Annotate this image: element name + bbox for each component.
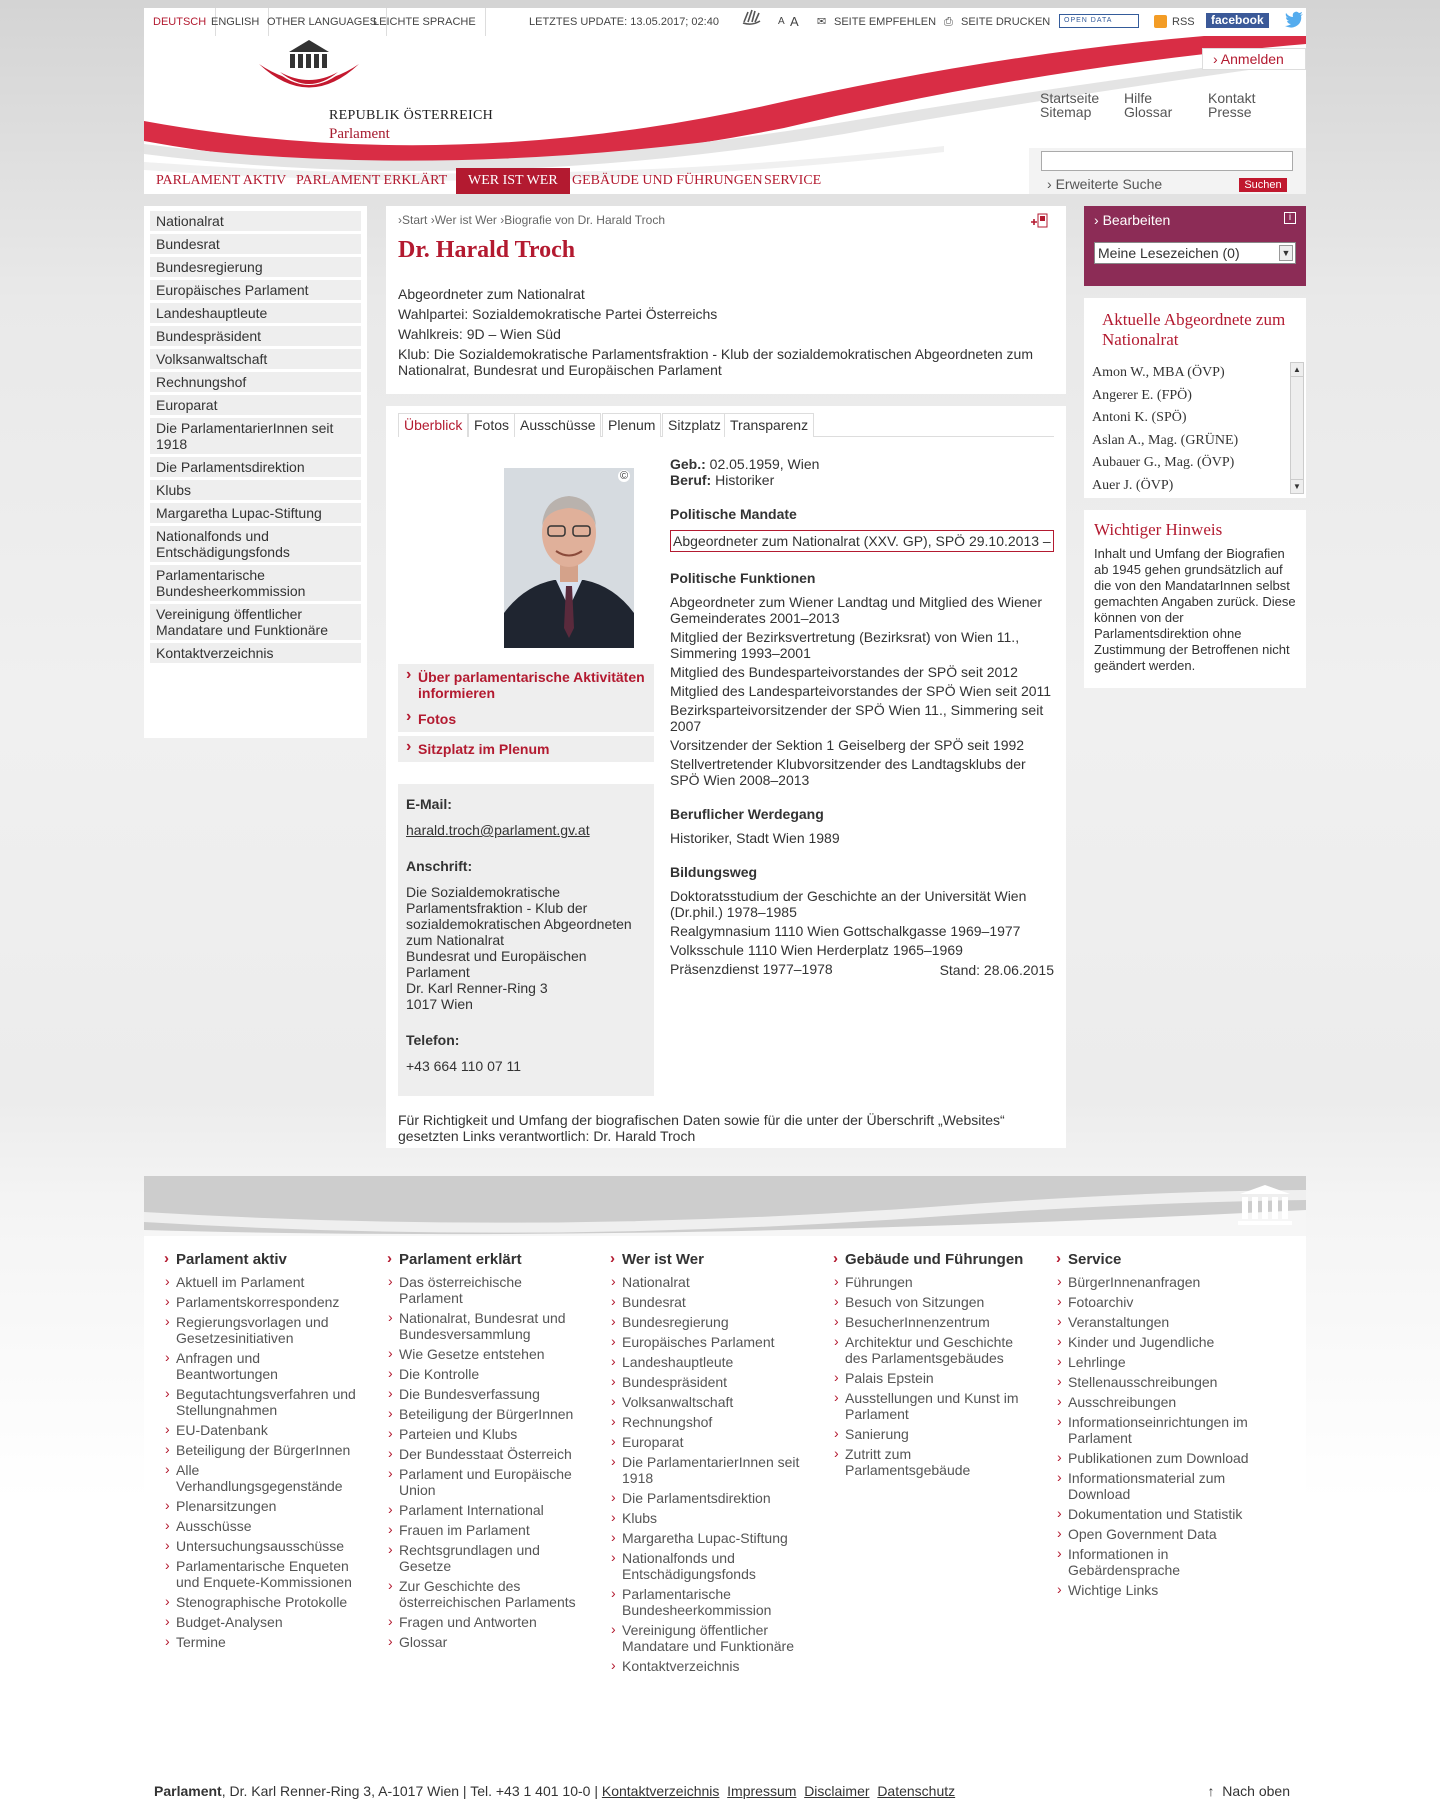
footer-heading[interactable]: › Parlament erklärt <box>385 1251 585 1268</box>
person-summary <box>398 284 1058 378</box>
info-icon[interactable]: i <box>1284 212 1296 224</box>
function-item: Bezirksparteivorsitzender der SPÖ Wien 11., Simmering seit 2007 <box>670 702 1044 734</box>
footer-col-wer-ist-wer <box>608 1251 808 1678</box>
footer-link[interactable]: › Volksanwaltschaft <box>608 1394 808 1410</box>
person-district: Wahlkreis: 9D – Wien Süd <box>398 326 561 342</box>
functions-heading: Politische Funktionen <box>670 570 816 586</box>
footer-link[interactable]: › Frauen im Parlament <box>385 1522 585 1538</box>
deputy-item[interactable]: Aslan A., Mag. (GRÜNE) <box>1092 432 1239 448</box>
breadcrumb <box>398 213 665 227</box>
arrow-up-icon: ↑ <box>1207 1783 1215 1799</box>
education-item: Volksschule 1110 Wien Herderplatz 1965–1969 <box>670 942 963 958</box>
advanced-search-link[interactable]: › Erweiterte Suche <box>1047 176 1163 192</box>
footer-link[interactable]: › Nationalfonds und Entschädigungsfonds <box>608 1550 808 1582</box>
mandate-item: Abgeordneter zum Nationalrat (XXV. GP), SPÖ 29.10.2013 – <box>670 530 1054 552</box>
page <box>144 0 1306 1810</box>
footer-link[interactable]: › Architektur und Geschichte des Parlamentsgebäudes <box>831 1334 1031 1366</box>
logo-subtitle: Parlament <box>329 126 390 142</box>
footer-link[interactable]: › Termine <box>162 1634 362 1650</box>
footer-link[interactable]: › Regierungsvorlagen und Gesetzesinitiativen <box>162 1314 362 1346</box>
address-line: Bundesrat und Europäischen Parlament <box>406 948 587 980</box>
presse-link[interactable]: Presse <box>1208 104 1252 120</box>
footer-link[interactable]: › Parlamentarische Bundesheerkommission <box>608 1586 808 1618</box>
footer-link[interactable]: › Europäisches Parlament <box>608 1334 808 1350</box>
deputies-title: Aktuelle Abgeordnete zum Nationalrat <box>1102 310 1286 349</box>
bookmark-add-icon[interactable] <box>1029 213 1049 232</box>
education-heading: Bildungsweg <box>670 864 758 880</box>
rss-icon <box>1154 15 1167 28</box>
job-value: Historiker <box>715 472 775 488</box>
sitemap-link[interactable]: Sitemap <box>1040 104 1092 120</box>
deputies-list <box>1092 362 1288 497</box>
footer-link[interactable]: › Anfragen und Beantwortungen <box>162 1350 362 1382</box>
sidebar-item[interactable]: Kontaktverzeichnis <box>150 643 361 663</box>
footer-link[interactable]: › BesucherInnenzentrum <box>831 1314 1031 1330</box>
deputies-scrollbar[interactable] <box>1290 362 1304 494</box>
deputy-item[interactable]: Aubauer G., Mag. (ÖVP) <box>1092 455 1235 470</box>
profile-tabs <box>398 413 1054 437</box>
function-item: Abgeordneter zum Wiener Landtag und Mitglied des Wiener Gemeinderates 2001–2013 <box>670 594 1042 626</box>
footer-parliament-icon <box>1236 1184 1294 1229</box>
mail-icon: ✉ <box>817 16 827 28</box>
sidebar-item[interactable]: Margaretha Lupac-Stiftung <box>150 503 361 523</box>
footer-link[interactable]: › Parlament und Europäische Union <box>385 1466 585 1498</box>
tab-transparenz[interactable]: Transparenz <box>724 413 814 437</box>
breadcrumb-arrow-icon: › <box>430 213 435 227</box>
footer-link[interactable]: › Nationalrat, Bundesrat und Bundesversammlung <box>385 1310 585 1342</box>
footer-link[interactable]: › Lehrlinge <box>1054 1354 1254 1370</box>
footer-link[interactable]: › Parteien und Klubs <box>385 1426 585 1442</box>
current-deputies-box <box>1084 298 1306 498</box>
breadcrumb-wer-ist-wer[interactable]: Wer ist Wer <box>434 213 497 227</box>
deputy-item[interactable]: Antoni K. (SPÖ) <box>1092 410 1187 425</box>
person-party: Wahlpartei: Sozialdemokratische Partei Österreichs <box>398 306 718 322</box>
deputy-item[interactable]: Auer J. (ÖVP) <box>1092 477 1174 493</box>
login-label: Anmelden <box>1220 51 1284 67</box>
address-line: 1017 Wien <box>406 996 473 1012</box>
back-to-top-label: Nach oben <box>1222 1783 1290 1799</box>
footer-link[interactable]: › Alle Verhandlungsgegenstände <box>162 1462 362 1494</box>
profile-detail-card <box>386 406 1066 1148</box>
logo-title: REPUBLIK ÖSTERREICH <box>329 108 493 123</box>
footer-link[interactable]: › Nationalrat <box>608 1274 808 1290</box>
recommend-link[interactable]: SEITE EMPFEHLEN <box>834 16 937 28</box>
footer-link[interactable]: › Margaretha Lupac-Stiftung <box>608 1530 808 1546</box>
footer-link[interactable]: › Stellenausschreibungen <box>1054 1374 1254 1390</box>
footer <box>144 1176 1306 1810</box>
activities-link-box[interactable] <box>398 664 654 706</box>
sidebar-item[interactable]: Europäisches Parlament <box>150 280 361 300</box>
address-line: Die Sozialdemokratische Parlamentsfraktion - Klub der sozialdemokratischen Abgeordneten zum Nationalrat <box>406 884 632 948</box>
footer-link[interactable]: › Informationsmaterial zum Download <box>1054 1470 1254 1502</box>
fotos-link[interactable]: › Fotos <box>398 706 654 732</box>
born-value: 02.05.1959, Wien <box>709 456 820 472</box>
top-bar <box>144 8 1306 36</box>
footer-link[interactable]: › Veranstaltungen <box>1054 1314 1254 1330</box>
bookmarks-value: Meine Lesezeichen (0) <box>1098 245 1240 261</box>
edit-box <box>1084 206 1306 286</box>
sidebar-item[interactable]: Bundespräsident <box>150 326 361 346</box>
footer-link[interactable]: › Kontaktverzeichnis <box>608 1658 808 1674</box>
deputy-item[interactable]: Amon W., MBA (ÖVP) <box>1092 365 1225 380</box>
search-box <box>1029 148 1306 194</box>
search-button[interactable]: Suchen <box>1239 178 1287 192</box>
login-button[interactable] <box>1202 48 1306 70</box>
sidebar-item[interactable]: Die Parlamentsdirektion <box>150 457 361 477</box>
tab-ueberblick[interactable]: Überblick <box>398 413 468 437</box>
footer-link[interactable]: › Besuch von Sitzungen <box>831 1294 1031 1310</box>
sidebar-item[interactable]: Klubs <box>150 480 361 500</box>
phone-label: Telefon: <box>406 1032 460 1048</box>
email-label: E-Mail: <box>406 796 452 812</box>
print-icon: ⎙ <box>944 16 953 28</box>
footer-col-gebaeude <box>831 1251 1031 1482</box>
parliament-logo-icon[interactable] <box>254 36 364 109</box>
search-input[interactable] <box>1041 151 1293 171</box>
footer-link[interactable]: › Ausstellungen und Kunst im Parlament <box>831 1390 1031 1422</box>
chevron-right-icon: › <box>1213 51 1218 67</box>
nav-parlament-aktiv[interactable]: PARLAMENT AKTIV <box>156 173 287 188</box>
footer-link[interactable]: › Untersuchungsausschüsse <box>162 1538 362 1554</box>
portrait-photo[interactable] <box>504 468 634 648</box>
sidebar-item[interactable]: Rechnungshof <box>150 372 361 392</box>
breadcrumb-arrow-icon: › <box>398 213 402 227</box>
footer-link[interactable]: › Aktuell im Parlament <box>162 1274 362 1290</box>
footer-kontaktverzeichnis[interactable]: Kontaktverzeichnis <box>601 1783 720 1799</box>
footer-link[interactable]: › Der Bundesstaat Österreich <box>385 1446 585 1462</box>
footer-heading[interactable]: › Gebäude und Führungen <box>831 1251 1031 1268</box>
fotos-link-box[interactable] <box>398 706 654 732</box>
breadcrumb-current: Biografie von Dr. Harald Troch <box>504 213 666 227</box>
footer-link[interactable]: › Parlamentarische Enqueten und Enquete-Kommissionen <box>162 1558 362 1590</box>
job-label: Beruf: <box>670 472 712 488</box>
footer-link[interactable]: › Fotoarchiv <box>1054 1294 1254 1310</box>
footer-link[interactable]: › Ausschreibungen <box>1054 1394 1254 1410</box>
footer-link[interactable]: › Bundesregierung <box>608 1314 808 1330</box>
footer-link[interactable]: › Landeshauptleute <box>608 1354 808 1370</box>
footer-link[interactable]: › Die Parlamentsdirektion <box>608 1490 808 1506</box>
back-to-top-link[interactable] <box>1208 1783 1291 1799</box>
page-title: Dr. Harald Troch <box>398 237 576 263</box>
footer-address: , Dr. Karl Renner-Ring 3, A-1017 Wien | Tel. +43 1 401 10-0 | <box>221 1783 598 1799</box>
profile-header-card <box>386 206 1066 394</box>
print-link[interactable]: SEITE DRUCKEN <box>961 16 1051 28</box>
footer-heading[interactable]: › Wer ist Wer <box>608 1251 808 1268</box>
notice-title: Wichtiger Hinweis <box>1094 520 1223 539</box>
career-heading: Beruflicher Werdegang <box>670 806 824 822</box>
facebook-link[interactable]: facebook <box>1206 13 1269 28</box>
font-larger-button[interactable]: A <box>790 14 799 29</box>
footer-link[interactable]: › Die ParlamentarierInnen seit 1918 <box>608 1454 808 1486</box>
bookmarks-select[interactable] <box>1094 242 1296 264</box>
footer-link[interactable]: › Zutritt zum Parlamentsgebäude <box>831 1446 1031 1478</box>
education-item: Präsenzdienst 1977–1978 <box>670 961 833 977</box>
lang-other[interactable]: OTHER LANGUAGES <box>258 8 387 36</box>
advanced-search-label: Erweiterte Suche <box>1055 176 1163 192</box>
function-item: Stellvertretender Klubvorsitzender des Landtagsklubs der SPÖ Wien 2008–2013 <box>670 756 1026 788</box>
chevron-right-icon: › <box>1094 212 1099 228</box>
notice-text: Inhalt und Umfang der Biografien ab 1945 gehen grundsätzlich auf die von den MandatarInnen selbst gemachten Angaben zurück. Diese können von der Parlamentsdirektion ohne Zustimmung der Betroffenen nicht geändert werden. <box>1094 546 1296 673</box>
last-update: LETZTES UPDATE: 13.05.2017; 02:40 <box>529 16 719 28</box>
sidebar-item[interactable]: Bundesrat <box>150 234 361 254</box>
footer-link[interactable]: › Das österreichische Parlament <box>385 1274 585 1306</box>
footer-link[interactable]: › Parlament International <box>385 1502 585 1518</box>
phone-value: +43 664 110 07 11 <box>406 1058 522 1074</box>
footer-link[interactable]: › Wichtige Links <box>1054 1582 1254 1598</box>
sidebar-item[interactable]: Die ParlamentarierInnen seit 1918 <box>150 418 361 454</box>
nav-service[interactable]: SERVICE <box>764 173 822 188</box>
education-item: Doktoratsstudium der Geschichte an der Universität Wien (Dr.phil.) 1978–1985 <box>670 888 1027 920</box>
sign-language-icon[interactable] <box>740 6 764 34</box>
sidebar-item[interactable]: Vereinigung öffentlicher Mandatare und Funktionäre <box>150 604 361 640</box>
open-data-badge[interactable]: OPEN DATA <box>1059 14 1139 28</box>
footer-link[interactable]: › Parlamentskorrespondenz <box>162 1294 362 1310</box>
footer-col-parlament-erklaert <box>385 1251 585 1654</box>
function-item: Mitglied des Bundesparteivorstandes der SPÖ seit 2012 <box>670 664 1018 680</box>
nav-gebaeude[interactable]: GEBÄUDE UND FÜHRUNGEN <box>572 173 763 188</box>
footer-impressum[interactable]: Impressum <box>727 1783 797 1799</box>
footer-heading[interactable]: › Parlament aktiv <box>162 1251 362 1268</box>
glossar-link[interactable]: Glossar <box>1124 104 1173 120</box>
function-item: Mitglied der Bezirksvertretung (Bezirksrat) von Wien 11., Simmering 1993–2001 <box>670 629 1020 661</box>
sidebar-item[interactable]: Parlamentarische Bundesheerkommission <box>150 565 361 601</box>
contact-box <box>398 784 654 1096</box>
biography <box>670 456 1054 980</box>
footer-link[interactable]: › Palais Epstein <box>831 1370 1031 1386</box>
footer-link[interactable]: › Begutachtungsverfahren und Stellungnahmen <box>162 1386 362 1418</box>
portrait-image <box>504 468 634 648</box>
font-smaller-button[interactable]: A <box>778 16 785 27</box>
sidebar-item[interactable]: Volksanwaltschaft <box>150 349 361 369</box>
sitzplatz-link[interactable]: › Sitzplatz im Plenum <box>398 736 654 762</box>
footer-datenschutz[interactable]: Datenschutz <box>877 1783 956 1799</box>
footer-link[interactable]: › Rechnungshof <box>608 1414 808 1430</box>
sitzplatz-link-box[interactable] <box>398 736 654 762</box>
email-link[interactable]: harald.troch@parlament.gv.at <box>406 822 590 838</box>
footer-link[interactable]: › Fragen und Antworten <box>385 1614 585 1630</box>
lang-deutsch[interactable]: DEUTSCH <box>144 8 216 36</box>
scroll-up-icon[interactable]: ▲ <box>1291 363 1303 377</box>
born-label: Geb.: <box>670 456 706 472</box>
header <box>144 36 1306 194</box>
footer-link[interactable]: › Stenographische Protokolle <box>162 1594 362 1610</box>
footer-col-parlament-aktiv <box>162 1251 362 1654</box>
nav-wer-ist-wer[interactable]: WER IST WER <box>456 168 570 194</box>
footer-link[interactable]: › Beteiligung der BürgerInnen <box>162 1442 362 1458</box>
rss-link[interactable]: RSS <box>1172 16 1195 28</box>
footer-link[interactable]: › Open Government Data <box>1054 1526 1254 1542</box>
footer-swoosh <box>144 1176 1306 1236</box>
sidebar-item[interactable]: Bundesregierung <box>150 257 361 277</box>
kontakt-link[interactable]: Kontakt <box>1208 90 1256 106</box>
breadcrumb-start[interactable]: Start <box>402 213 428 227</box>
footer-link[interactable]: › Informationseinrichtungen im Parlament <box>1054 1414 1254 1446</box>
sidebar-item[interactable]: Nationalrat <box>150 211 361 231</box>
left-sidebar <box>144 206 367 738</box>
tab-ausschuesse[interactable]: Ausschüsse <box>514 413 601 437</box>
mandates-heading: Politische Mandate <box>670 506 797 522</box>
footer-link[interactable]: › Budget-Analysen <box>162 1614 362 1630</box>
footer-link[interactable]: › Ausschüsse <box>162 1518 362 1534</box>
lang-leichte-sprache[interactable]: LEICHTE SPRACHE <box>364 8 486 36</box>
footer-heading[interactable]: › Service <box>1054 1251 1254 1268</box>
tab-plenum[interactable]: Plenum <box>602 413 661 437</box>
person-role: Abgeordneter zum Nationalrat <box>398 286 585 302</box>
footer-col-service <box>1054 1251 1254 1602</box>
footer-link[interactable]: › Bundespräsident <box>608 1374 808 1390</box>
footer-link[interactable]: › Klubs <box>608 1510 808 1526</box>
education-item: Realgymnasium 1110 Wien Gottschalkgasse 1969–1977 <box>670 923 1021 939</box>
footer-link[interactable]: › Vereinigung öffentlicher Mandatare und Funktionäre <box>608 1622 808 1654</box>
footer-link[interactable]: › Informationen in Gebärdensprache <box>1054 1546 1254 1578</box>
function-item: Mitglied des Landesparteivorstandes der SPÖ Wien seit 2011 <box>670 683 1052 699</box>
sidebar-item[interactable]: Landeshauptleute <box>150 303 361 323</box>
footer-link[interactable]: › Bundesrat <box>608 1294 808 1310</box>
sidebar-item[interactable]: Nationalfonds und Entschädigungsfonds <box>150 526 361 562</box>
footer-link[interactable]: › Beteiligung der BürgerInnen <box>385 1406 585 1422</box>
twitter-icon[interactable] <box>1284 11 1304 39</box>
edit-title[interactable] <box>1094 212 1296 228</box>
deputy-item[interactable]: Angerer E. (FPÖ) <box>1092 387 1192 403</box>
address-label: Anschrift: <box>406 858 473 874</box>
footer-link[interactable]: › Europarat <box>608 1434 808 1450</box>
chevron-down-icon: ▼ <box>1279 245 1293 261</box>
function-item: Vorsitzender der Sektion 1 Geiselberg der SPÖ seit 1992 <box>670 737 1025 753</box>
nav-parlament-erklaert[interactable]: PARLAMENT ERKLÄRT <box>296 173 448 188</box>
footer-link[interactable]: › Glossar <box>385 1634 585 1650</box>
footer-link[interactable]: › Die Kontrolle <box>385 1366 585 1382</box>
footer-link[interactable]: › EU-Datenbank <box>162 1422 362 1438</box>
tab-sitzplatz[interactable]: Sitzplatz <box>662 413 727 437</box>
activities-link[interactable]: › Über parlamentarische Aktivitäten informieren <box>398 664 654 706</box>
important-notice <box>1084 510 1306 688</box>
footer-bottom-line <box>154 1783 955 1799</box>
footer-link[interactable]: › Kinder und Jugendliche <box>1054 1334 1254 1350</box>
sidebar-item[interactable]: Europarat <box>150 395 361 415</box>
edit-label: Bearbeiten <box>1102 212 1171 228</box>
footer-link[interactable]: › Zur Geschichte des österreichischen Parlaments <box>385 1578 585 1610</box>
person-club: Klub: Die Sozialdemokratische Parlamentsfraktion - Klub der sozialdemokratischen Abgeordneten zum Nationalrat, Bundesrat und Europäischen Parlament <box>398 346 1033 378</box>
footer-link[interactable]: › Führungen <box>831 1274 1031 1290</box>
scroll-down-icon[interactable]: ▼ <box>1291 479 1303 493</box>
functions-list <box>670 594 1054 788</box>
startseite-link[interactable]: Startseite <box>1040 90 1100 106</box>
lang-english[interactable]: ENGLISH <box>202 8 269 36</box>
hilfe-link[interactable]: Hilfe <box>1124 90 1153 106</box>
footer-link[interactable]: › Rechtsgrundlagen und Gesetze <box>385 1542 585 1574</box>
footer-link[interactable]: › Dokumentation und Statistik <box>1054 1506 1254 1522</box>
footer-org: Parlament <box>154 1783 222 1799</box>
footer-link[interactable]: › Plenarsitzungen <box>162 1498 362 1514</box>
tab-fotos[interactable]: Fotos <box>468 413 515 437</box>
footer-link[interactable]: › Die Bundesverfassung <box>385 1386 585 1402</box>
responsibility-note: Für Richtigkeit und Umfang der biografischen Daten sowie für die unter der Überschrift „Websites“ gesetzten Links verantwortlich: Dr. Harald Troch <box>398 1112 1005 1144</box>
footer-link[interactable]: › Wie Gesetze entstehen <box>385 1346 585 1362</box>
footer-link[interactable]: › Publikationen zum Download <box>1054 1450 1254 1466</box>
stand-date: Stand: 28.06.2015 <box>939 962 1054 978</box>
breadcrumb-arrow-icon: › <box>500 213 505 227</box>
footer-link[interactable]: › BürgerInnenanfragen <box>1054 1274 1254 1290</box>
footer-link[interactable]: › Sanierung <box>831 1426 1031 1442</box>
photo-copyright[interactable]: © <box>619 470 629 482</box>
address-line: Dr. Karl Renner-Ring 3 <box>406 980 548 996</box>
career-item: Historiker, Stadt Wien 1989 <box>670 830 840 846</box>
footer-disclaimer[interactable]: Disclaimer <box>804 1783 870 1799</box>
